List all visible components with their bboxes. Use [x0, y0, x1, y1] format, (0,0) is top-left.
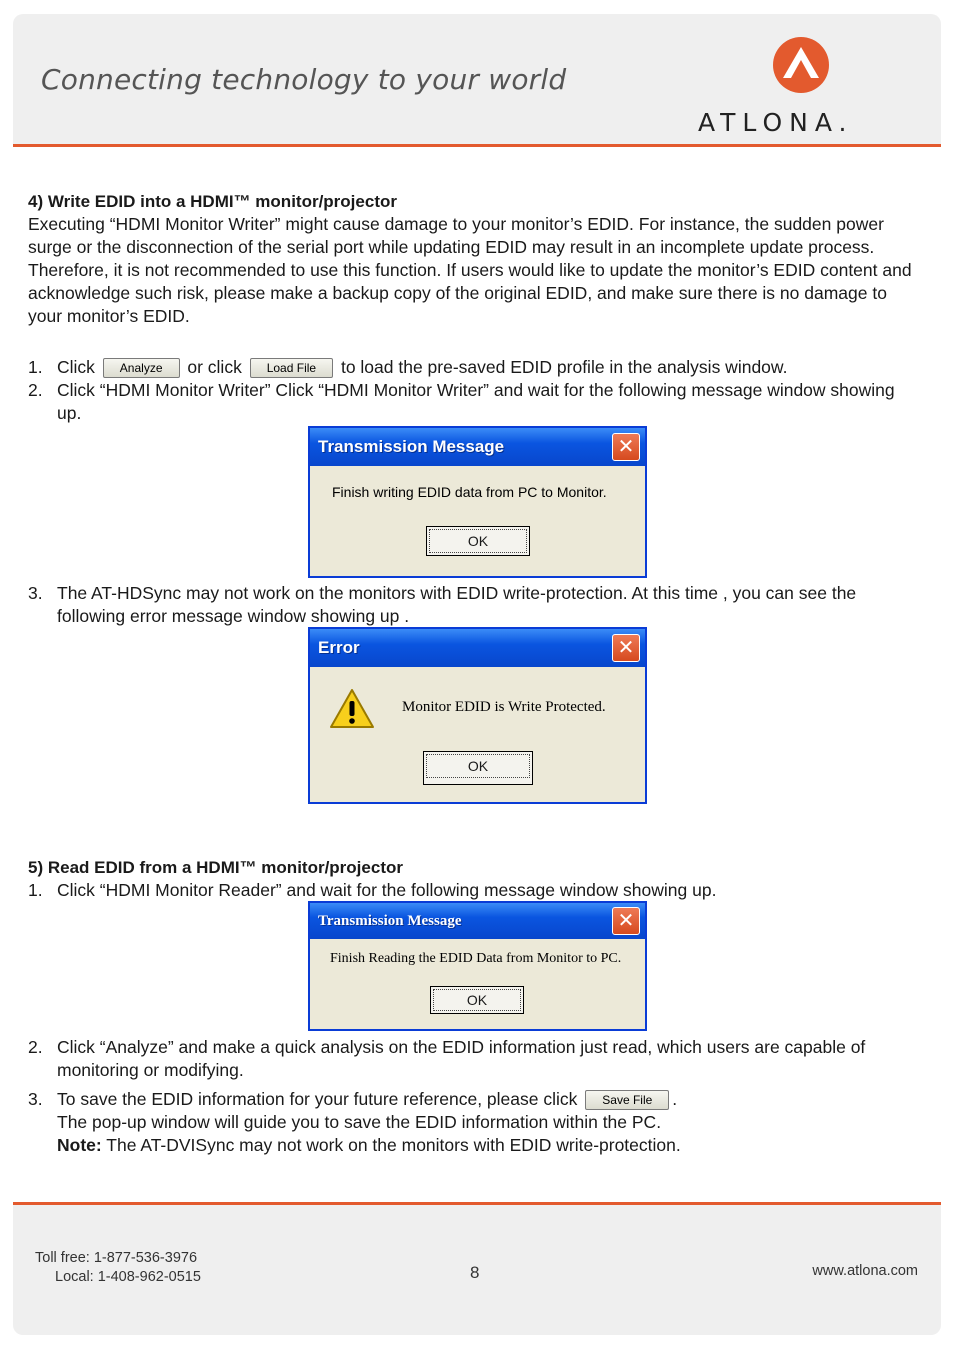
- section5-step2: 2. Click “Analyze” and make a quick analysis on the EDID information just read, which users are capable of monitoring or modifying.: [28, 1037, 866, 1080]
- dialog-title: Error: [310, 629, 645, 667]
- dialog-message: Monitor EDID is Write Protected.: [402, 699, 606, 715]
- ok-button[interactable]: OK: [430, 986, 524, 1014]
- section5-step1: 1. Click “HDMI Monitor Reader” and wait for the following message window showing up.: [28, 880, 717, 900]
- section4-step3: 3. The AT-HDSync may not work on the monitors with EDID write-protection. At this time , you can see the following error message window showing up .: [28, 583, 857, 626]
- page-content: [28, 190, 918, 425]
- section4-heading: 4) Write EDID into a HDMI™ monitor/projector: [28, 192, 397, 211]
- section5-block: [28, 856, 918, 902]
- dialog-message: Finish Reading the EDID Data from Monitor to PC.: [330, 951, 622, 966]
- ok-button[interactable]: OK: [423, 751, 533, 785]
- transmission-dialog-read: [308, 901, 647, 1031]
- close-icon[interactable]: ✕: [612, 907, 640, 935]
- website-link[interactable]: www.atlona.com: [812, 1263, 918, 1279]
- dialog-title: Transmission Message: [310, 428, 645, 466]
- local-phone: Local: 1-408-962-0515: [55, 1269, 201, 1285]
- ok-button[interactable]: OK: [426, 526, 530, 556]
- step3-block: [28, 582, 918, 628]
- save-file-button[interactable]: Save File: [585, 1090, 669, 1110]
- note-label: Note:: [57, 1135, 102, 1155]
- header-rule: [13, 144, 941, 147]
- analyze-button[interactable]: Analyze: [103, 358, 180, 378]
- toll-free: Toll free: 1-877-536-3976: [35, 1250, 198, 1266]
- section4-intro: Executing “HDMI Monitor Writer” might cause damage to your monitor’s EDID. For instance, the sudden power surge or the disconnection of the serial port while updating EDID may result in an incomplete update process. Therefore, it is not recommended to use this function. If users would like to update the monitor’s EDID content and acknowledge such risk, please make a backup copy of the original EDID, and make sure there is no damage to your monitor’s EDID.: [28, 214, 912, 326]
- page-number: 8: [470, 1263, 480, 1282]
- close-icon[interactable]: ✕: [612, 634, 640, 662]
- dialog-message: Finish writing EDID data from PC to Monitor.: [332, 484, 607, 500]
- footer-phone: [35, 1249, 201, 1287]
- section4-step2: 2. Click “HDMI Monitor Writer” Click “HDMI Monitor Writer” and wait for the following message window showing up.: [28, 380, 895, 423]
- note-text: The AT-DVISync may not work on the monitors with EDID write-protection.: [106, 1135, 681, 1155]
- error-dialog: [308, 627, 647, 804]
- dialog-title: Transmission Message: [310, 903, 645, 939]
- load-file-button[interactable]: Load File: [250, 358, 333, 378]
- close-icon[interactable]: ✕: [612, 433, 640, 461]
- warning-icon: [328, 687, 376, 731]
- tagline: Connecting technology to your world: [41, 63, 567, 96]
- section4-step1: 1. Click Analyze or click Load File to load the pre-saved EDID profile in the analysis window.: [28, 357, 788, 377]
- section5-heading: 5) Read EDID from a HDMI™ monitor/projector: [28, 858, 403, 877]
- section5-steps: [28, 1036, 918, 1157]
- transmission-dialog-write: [308, 426, 647, 578]
- atlona-logo-icon: [772, 36, 830, 94]
- section5-step3: 3. To save the EDID information for your future reference, please click Save File . The pop-up window will guide you to save the EDID information within the PC. Note: The AT-DVISync may not work on the monitors with EDID write-protection.: [28, 1089, 681, 1155]
- atlona-wordmark: ATLONA.: [698, 108, 854, 137]
